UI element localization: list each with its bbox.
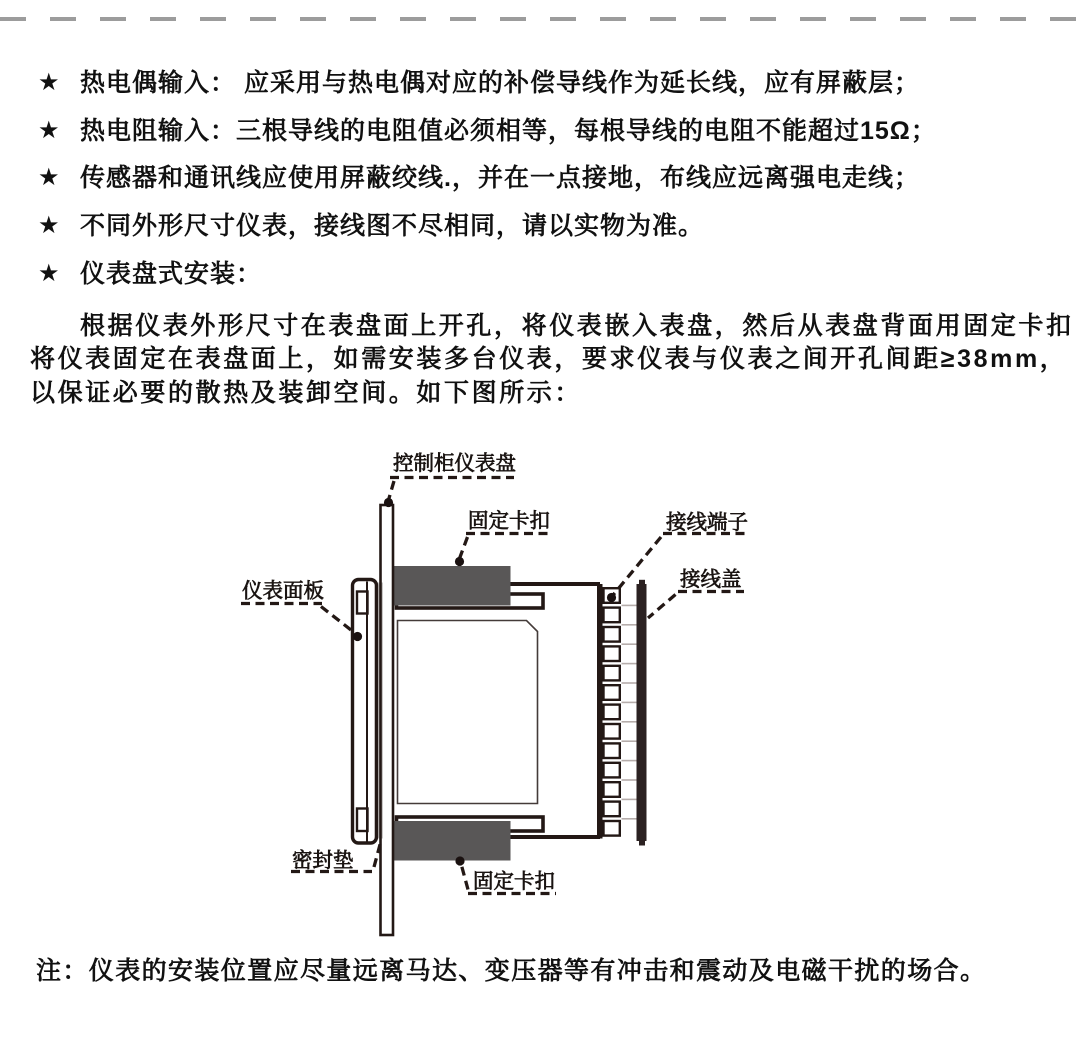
bullet-text: 传感器和通讯线应使用屏蔽绞线.，并在一点接地，布线应远离强电走线； bbox=[80, 164, 920, 192]
faceplate-latch-slot-bottom bbox=[357, 809, 368, 832]
terminal-wires bbox=[622, 605, 637, 818]
bullet-item bbox=[38, 260, 262, 288]
label-fixing-clip-bottom: 固定卡扣 bbox=[473, 870, 555, 893]
terminal-block bbox=[597, 584, 637, 839]
terminal-cell bbox=[604, 724, 620, 739]
star-bullet-icon: ★ bbox=[38, 164, 60, 191]
label-fixing-clip-top: 固定卡扣 bbox=[468, 509, 550, 533]
terminal-cell bbox=[604, 802, 620, 817]
star-bullet-icon: ★ bbox=[38, 212, 60, 239]
bullet-text: 不同外形尺寸仪表，接线图不尽相同，请以实物为准。 bbox=[80, 212, 705, 240]
bullet-item bbox=[38, 164, 920, 192]
terminal-cell bbox=[604, 782, 620, 797]
bullet-text: 仪表盘式安装： bbox=[80, 260, 263, 288]
terminal-cell bbox=[604, 705, 620, 720]
star-bullet-icon: ★ bbox=[38, 69, 60, 96]
label-wiring-cover: 接线盖 bbox=[680, 568, 742, 591]
install-paragraph-line: 以保证必要的散热及装卸空间。如下图所示： bbox=[30, 379, 583, 407]
page-divider bbox=[0, 17, 1080, 21]
note-text: 注：仪表的安装位置应尽量远离马达、变压器等有冲击和震动及电磁干扰的场合。 bbox=[36, 957, 987, 985]
terminal-cell bbox=[604, 763, 620, 778]
terminal-rail bbox=[597, 584, 603, 839]
label-terminal-block: 接线端子 bbox=[666, 511, 748, 534]
bullet-text: 热电偶输入： 应采用与热电偶对应的补偿导线作为延长线，应有屏蔽层； bbox=[80, 69, 920, 97]
bullet-item bbox=[38, 117, 937, 145]
terminal-cell bbox=[604, 821, 620, 836]
terminal-cell bbox=[604, 627, 620, 642]
terminal-cell bbox=[604, 608, 620, 623]
terminal-cell bbox=[604, 666, 620, 681]
bullet-item bbox=[38, 69, 920, 97]
faceplate-bezel bbox=[353, 580, 377, 844]
label-panel-board: 控制柜仪表盘 bbox=[393, 452, 516, 475]
star-bullet-icon: ★ bbox=[38, 117, 60, 144]
callout-dot bbox=[455, 856, 464, 865]
install-paragraph-line: 根据仪表外形尺寸在表盘面上开孔，将仪表嵌入表盘，然后从表盘背面用固定卡扣 bbox=[80, 312, 1074, 340]
terminal-cell bbox=[604, 685, 620, 700]
label-gasket: 密封垫 bbox=[292, 849, 354, 872]
callout-dot bbox=[353, 632, 362, 641]
installation-diagram bbox=[0, 430, 1080, 950]
star-bullet-icon: ★ bbox=[38, 260, 60, 287]
callout-dot bbox=[607, 593, 616, 602]
callout-dot bbox=[455, 557, 464, 566]
install-paragraph-line: 将仪表固定在表盘面上，如需安装多台仪表，要求仪表与仪表之间开孔间距≥38mm， bbox=[30, 345, 1068, 373]
wiring-cover bbox=[637, 580, 647, 846]
callout-dot bbox=[384, 498, 393, 507]
bullet-item bbox=[38, 212, 704, 240]
fixing-clip-top bbox=[394, 566, 511, 606]
label-faceplate: 仪表面板 bbox=[242, 579, 324, 603]
display-window bbox=[398, 621, 538, 804]
terminal-cell bbox=[604, 646, 620, 661]
fixing-clip-bottom bbox=[394, 821, 511, 861]
faceplate-latch-slot-top bbox=[357, 592, 368, 614]
terminal-cell bbox=[604, 743, 620, 758]
bullet-text: 热电阻输入：三根导线的电阻值必须相等，每根导线的电阻不能超过15Ω； bbox=[80, 117, 937, 145]
